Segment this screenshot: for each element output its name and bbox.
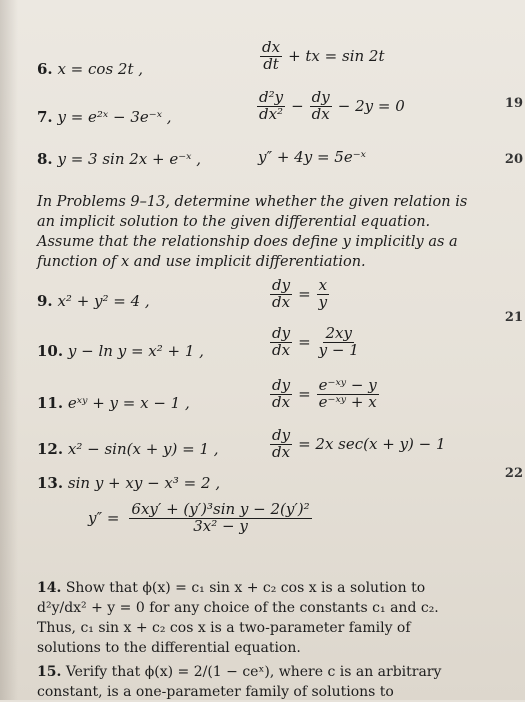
- problem-12-relation: 12. x² − sin(x + y) = 1 ,: [37, 440, 219, 458]
- margin-number: 20: [504, 152, 523, 167]
- page-shadow: [0, 0, 18, 700]
- problem-6-equation: $\frac{dx}{dt}$ + tx = sin 2t: [262, 38, 385, 73]
- problem-9-equation: $\frac{dy}{dx}$ = $\frac{x}{y}$: [272, 276, 328, 311]
- problem-8-equation: y″ + 4y = 5e⁻ˣ: [258, 148, 366, 166]
- fraction: $\frac{\text{6xy′ + (y′)³sin y − 2(y′)²}}{\text{3x² − y}}$: [131, 500, 310, 535]
- margin-number: 22: [504, 466, 523, 481]
- problem-6-relation: [37, 60, 143, 78]
- problem-12-equation: $\frac{dy}{dx}$ = 2x sec(x + y) − 1: [272, 426, 446, 461]
- fraction: $\frac{dy}{dx}$: [311, 88, 330, 123]
- fraction: $\frac{\text{d²y}}{\text{dx²}}$: [259, 88, 284, 123]
- problem-7-equation: $\frac{\text{d²y}}{\text{dx²}}$ − $\frac{dy}{dx}$ − 2y = 0: [259, 88, 405, 123]
- problem-14: 14. Show that ϕ(x) = c₁ sin x + c₂ cos x is a solution to d²y/dx² + y = 0 for any choice of the constants c₁ and c₂. Thus, c₁ sin x + c₂ cos x is a two-parameter family of solutions to the differential equation.: [37, 580, 439, 656]
- problem-11-relation: 11. eˣʸ + y = x − 1 ,: [37, 394, 190, 412]
- problem-number: 8.: [37, 150, 53, 168]
- margin-number: 21: [504, 310, 523, 325]
- problem-13-equation: y″ = $\frac{\text{6xy′ + (y′)³sin y − 2(y′)²}}{\text{3x² − y}}$: [88, 500, 310, 535]
- problem-10-equation: $\frac{dy}{dx}$ = $\frac{2xy}{y - 1}$: [272, 324, 359, 359]
- problem-8-relation: [37, 150, 201, 168]
- problem-number: 6.: [37, 60, 53, 78]
- problem-9-relation: 9. x² + y² = 4 ,: [37, 292, 150, 310]
- relation-text: y = 3 sin 2x + e⁻ˣ ,: [57, 150, 202, 168]
- problem-11-equation: $\frac{dy}{dx}$ = $\frac{\text{e⁻ˣʸ − y}}{\text{e⁻ˣʸ + x}}$: [272, 376, 377, 411]
- instructions-paragraph: In Problems 9–13, determine whether the given relation is an implicit solution to the given differential equation. Assume that the relationship does define y implicitly as a function of x and use implicit differentiation.: [37, 194, 468, 270]
- problem-13-relation: 13. sin y + xy − x³ = 2 ,: [37, 474, 221, 492]
- relation-text: y = e²ˣ − 3e⁻ˣ ,: [57, 108, 172, 126]
- problem-7-relation: [37, 108, 172, 126]
- problem-10-relation: 10. y − ln y = x² + 1 ,: [37, 342, 204, 360]
- problem-number: 7.: [37, 108, 53, 126]
- problem-15: 15. Verify that ϕ(x) = 2/(1 − ceˣ), where c is an arbitrary constant, is a one-parameter family of solutions to: [37, 664, 442, 700]
- fraction: $\frac{dx}{dt}$: [262, 38, 281, 73]
- margin-number: 19: [504, 96, 523, 111]
- relation-text: x = cos 2t ,: [57, 60, 144, 78]
